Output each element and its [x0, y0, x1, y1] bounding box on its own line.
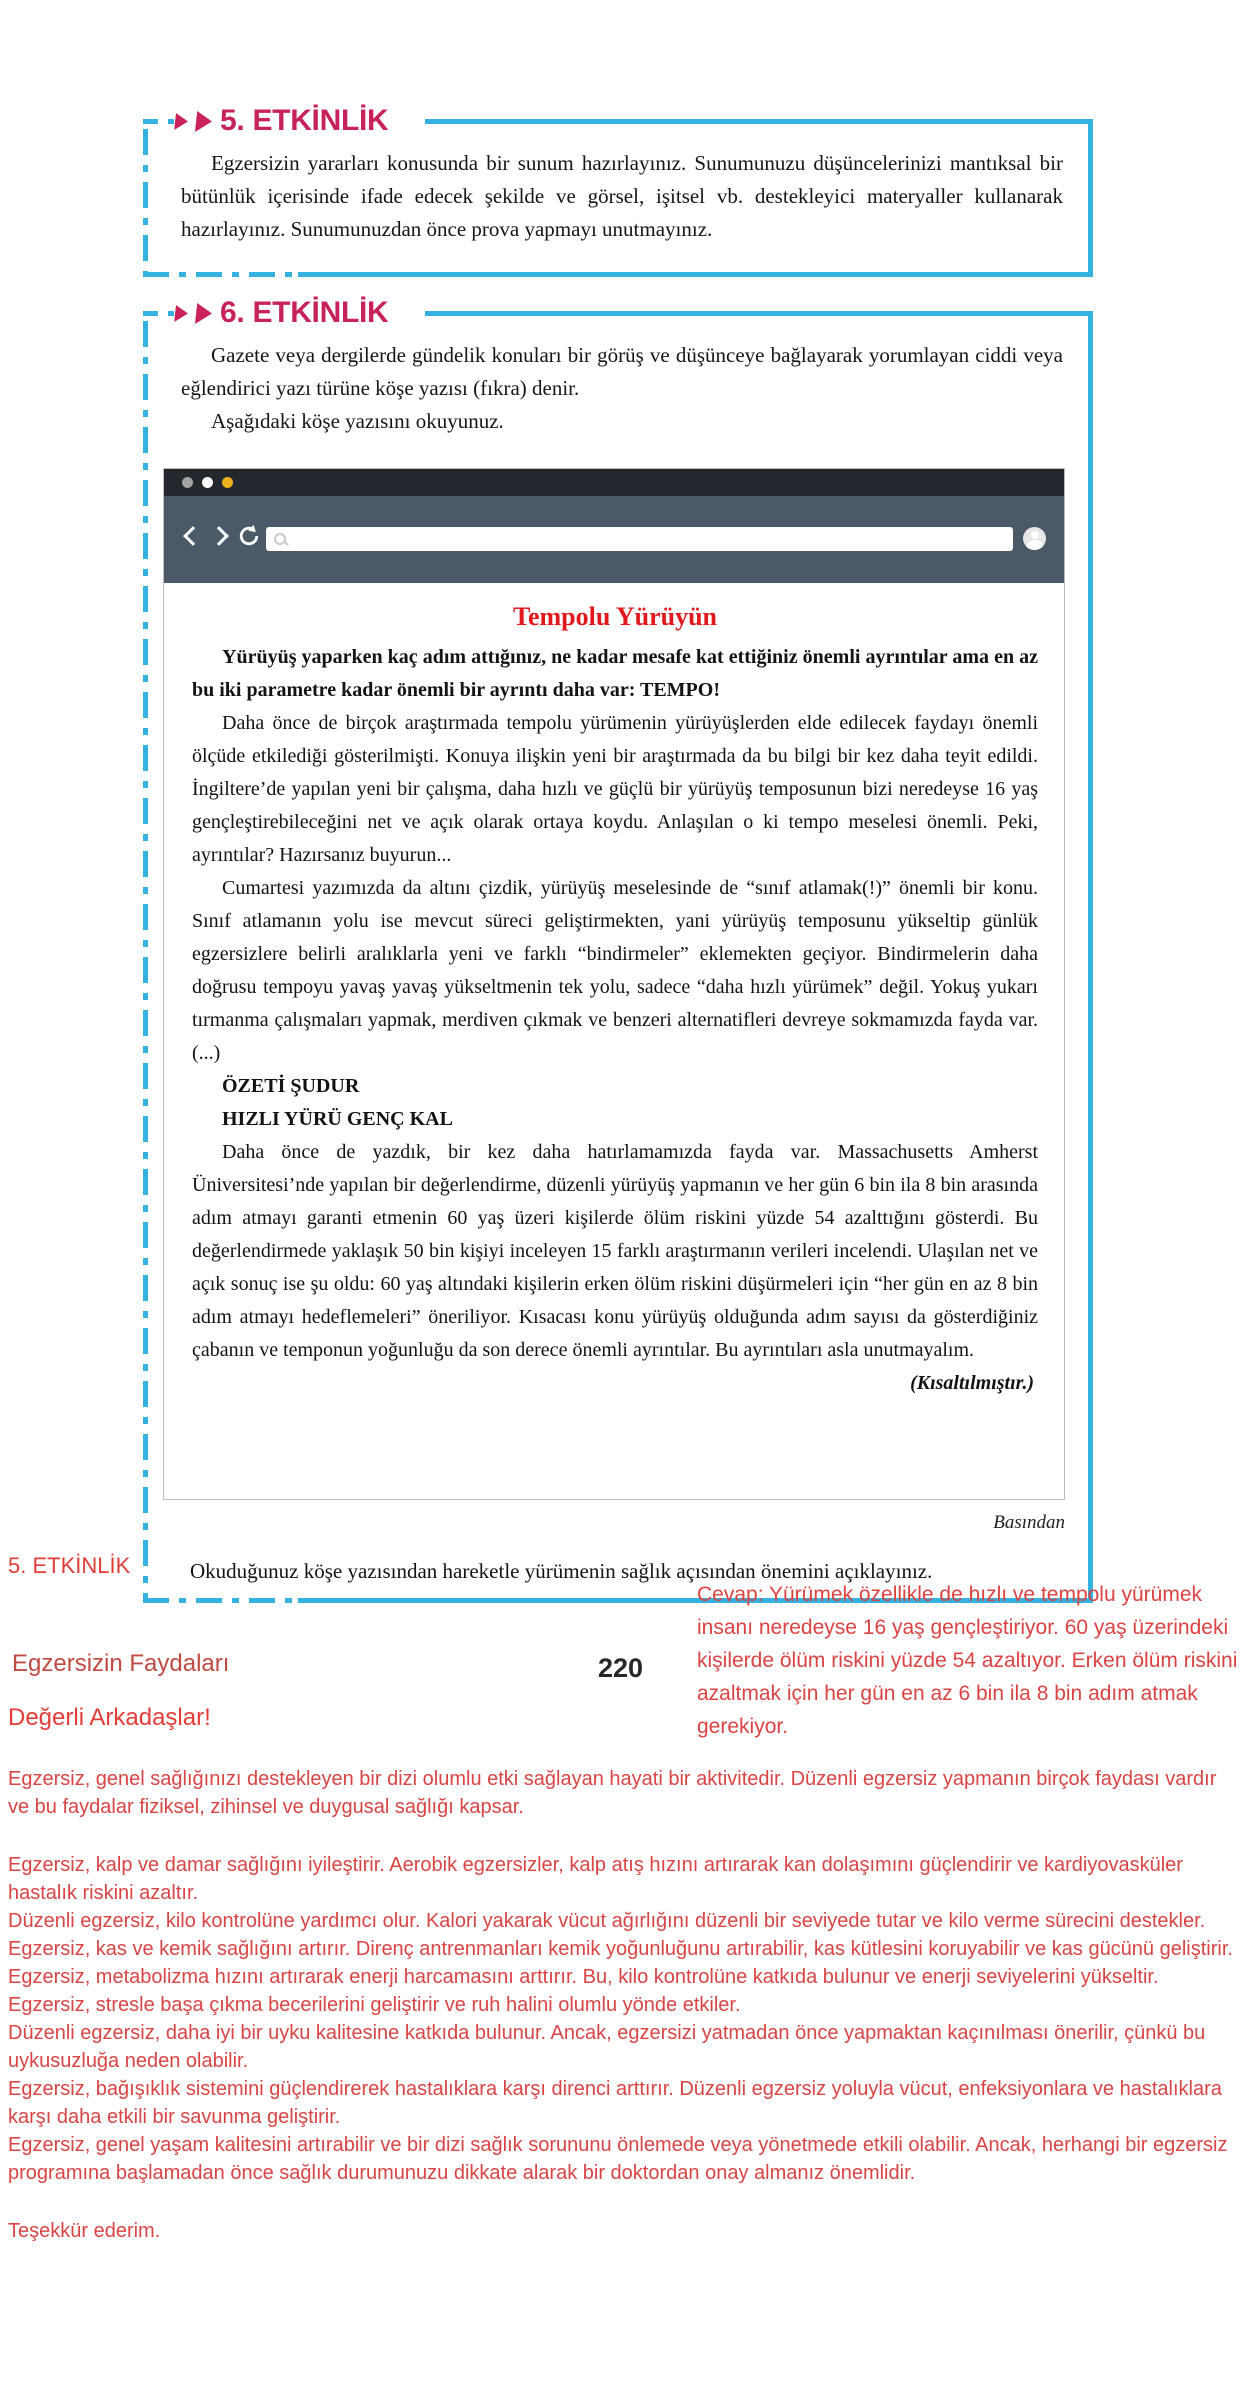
note-paragraph: Düzenli egzersiz, kilo kontrolüne yardımcı olur. Kalori yakarak vücut ağırlığını düzenli bir seviyede tutar ve kilo verme sürecini destekler. — [8, 1910, 1206, 1932]
note-paragraph: Egzersiz, stresle başa çıkma becerilerini geliştirir ve ruh halini olumlu yönde etkiler. — [8, 1994, 741, 2016]
border-corner-dash — [143, 119, 158, 124]
presentation-note-block — [8, 1765, 1238, 2245]
window-dot-gray-icon[interactable] — [182, 477, 193, 488]
note-paragraph: Egzersiz, bağışıklık sistemini güçlendirerek hastalıklara karşı direnci arttırır. Düzenli egzersiz yoluyla vücut, enfeksiyonlara ve hastalıklara karşı daha etkili bir savunma geliştirir. — [8, 2078, 1222, 2128]
note-closing: Teşekkür ederim. — [8, 2220, 161, 2242]
article-paragraph: Daha önce de yazdık, bir kez daha hatırlamamızda fayda var. Massachusetts Amherst Üniversitesi’nde yapılan bir değerlendirme, düzenli yürüyüş yapmanın ve her gün 6 bin ila 8 bin arasında adım atmayı garanti etmenin 60 yaş üzeri kişilerde ölüm riskini yüzde 54 azalttığını gösterdi. Bu değerlendirmede yaklaşık 50 bin kişiyi inceleyen 15 farklı araştırmanın verileri incelendi. Ulaşılan net ve açık sonuç ise şu oldu: 60 yaş altındaki kişilerin erken ölüm riskini düşürmeleri için “her gün en az 8 bin adım atmayı hedeflemeleri” öneriliyor. Kısacası konu yürüyüş olduğunda adım sayısı da gösterdiğiniz çabanın ve temponun yoğunluğu da son derece önemli ayrıntılar. Bu ayrıntıları asla unutmayalım. — [192, 1141, 1038, 1361]
activity-6-intro — [181, 339, 1063, 438]
activity-6-title-row — [175, 294, 400, 332]
box-top-border — [425, 119, 1093, 124]
window-dot-yellow-icon[interactable] — [222, 477, 233, 488]
box-bottom-border — [298, 272, 1093, 277]
search-bar[interactable] — [266, 527, 1013, 551]
border-corner-dot — [168, 311, 174, 316]
article-subhead: HIZLI YÜRÜ GENÇ KAL — [222, 1108, 453, 1130]
activity-5-title-row — [175, 102, 400, 140]
article-abridged-note: (Kısaltılmıştır.) — [910, 1372, 1034, 1394]
note-paragraph: Egzersiz, kalp ve damar sağlığını iyileştirir. Aerobik egzersizler, kalp atış hızını artırarak kan dolaşımını güçlendirir ve kardiyovasküler hastalık riskini azaltır. — [8, 1854, 1183, 1904]
intro-definition: Gazete veya dergilerde gündelik konuları bir görüş ve düşünceye bağlayarak yorumlayan ciddi veya eğlendirici yazı türüne köşe yazısı (fıkra) denir. — [181, 343, 1063, 400]
presentation-greeting: Değerli Arkadaşlar! — [8, 1704, 211, 1731]
play-arrow-icon — [174, 305, 189, 322]
margin-activity-label: 5. ETKİNLİK — [8, 1553, 131, 1578]
window-dot-white-icon[interactable] — [202, 477, 213, 488]
play-arrow-icon — [195, 303, 213, 324]
back-chevron-left-icon[interactable] — [183, 526, 203, 546]
play-arrow-icon — [195, 111, 213, 132]
magnifier-icon — [274, 533, 286, 545]
box-bottom-border-dash — [143, 1598, 298, 1603]
footer-topic-label: Egzersizin Faydaları — [12, 1650, 230, 1677]
browser-titlebar — [164, 469, 1064, 496]
activity-6-box — [143, 296, 1093, 1603]
box-top-border — [425, 311, 1093, 316]
note-paragraph: Egzersiz, kas ve kemik sağlığını artırır. Direnç antrenmanları kemik yoğunluğunu artırabilir, kas kütlesini koruyabilir ve kas gücünü geliştirir. — [8, 1938, 1233, 1960]
note-paragraph: Egzersiz, metabolizma hızını artırarak enerji harcamasını arttırır. Bu, kilo kontrolüne katkıda bulunur ve enerji seviyelerini yükseltir. — [8, 1966, 1159, 1988]
article — [164, 584, 1064, 1499]
box-right-border — [1088, 119, 1093, 277]
box-right-border — [1088, 311, 1093, 1603]
refresh-icon[interactable] — [236, 523, 262, 549]
note-paragraph: Egzersiz, genel yaşam kalitesini artırabilir ve bir dizi sağlık sorununu önlemede veya yönetmede etkili olabilir. Ancak, herhangi bir egzersiz programına başlamadan önce sağlık durumunuzu dikkate alarak bir doktordan onay almanız önemlidir. — [8, 2134, 1228, 2184]
border-corner-dash — [143, 311, 158, 316]
article-paragraph: Daha önce de birçok araştırmada tempolu yürümenin yürüyüşlerden elde edilecek faydayı önemli ölçüde etkilediği gösterilmişti. Konuya ilişkin yeni bir araştırmada da bu bilgi bir kez daha teyit edildi. İngiltere’de yapılan yeni bir çalışma, daha hızlı ve güçlü bir yürüyüş temposunun bizi neredeyse 16 yaş gençleştirebileceğini net ve açık olarak ortaya koydu. Anlaşılan o ki tempo meselesi önemli. Peki, ayrıntılar? Hazırsanız buyurun... — [192, 712, 1038, 866]
note-paragraph: Düzenli egzersiz, daha iyi bir uyku kalitesine katkıda bulunur. Ancak, egzersizi yatmadan önce yapmaktan kaçınılması önerilir, çünkü bu uykusuzluğa neden olabilir. — [8, 2022, 1206, 2072]
note-paragraph: Egzersiz, genel sağlığınızı destekleyen bir dizi olumlu etki sağlayan hayati bir aktivitedir. Düzenli egzersiz yapmanın birçok faydası vardır ve bu faydalar fiziksel, zihinsel ve duygusal sağlığı kapsar. — [8, 1768, 1217, 1818]
article-lead: Yürüyüş yaparken kaç adım attığınız, ne kadar mesafe kat ettiğiniz önemli ayrıntılar ama en az bu iki parametre kadar önemli bir ayrıntı daha var: TEMPO! — [192, 646, 1038, 701]
box-bottom-border-dash — [143, 272, 298, 277]
activity-5-box — [143, 104, 1093, 277]
forward-chevron-right-icon[interactable] — [209, 526, 229, 546]
answer-annotation: Cevap: Yürümek özellikle de hızlı ve tempolu yürümek insanı neredeyse 16 yaş gençleştiriyor. 60 yaş üzerindeki kişilerde ölüm riskini yüzde 54 azaltıyor. Erken ölüm riskini azaltmak için her gün en az 6 bin ila 8 bin adım atmak gerekiyor. — [697, 1583, 1238, 1738]
browser-toolbar — [164, 496, 1064, 583]
border-corner-dot — [168, 119, 174, 124]
play-arrow-icon — [174, 113, 189, 130]
page-number: 220 — [598, 1653, 644, 1683]
article-source: Basından — [993, 1512, 1065, 1533]
article-subhead: ÖZETİ ŞUDUR — [222, 1075, 360, 1097]
article-title: Tempolu Yürüyün — [513, 602, 717, 631]
activity-5-body: Egzersizin yararları konusunda bir sunum hazırlayınız. Sunumunuzu düşüncelerinizi mantıksal bir bütünlük içerisinde ifade edecek şekilde ve görsel, işitsel vb. destekleyici materyaller kullanarak hazırlayınız. Sunumunuzdan önce prova yapmayı unutmayınız. — [181, 151, 1063, 241]
activity-6-heading: 6. ETKİNLİK — [220, 296, 389, 329]
activity-6-instruction: Okuduğunuz köşe yazısından hareketle yürümenin sağlık açısından önemini açıklayınız. — [190, 1559, 933, 1583]
url-input[interactable] — [286, 529, 1013, 549]
browser-window — [163, 468, 1065, 1500]
activity-5-heading: 5. ETKİNLİK — [220, 104, 389, 137]
avatar-icon[interactable] — [1023, 527, 1046, 550]
intro-directive: Aşağıdaki köşe yazısını okuyunuz. — [211, 409, 504, 433]
article-paragraph: Cumartesi yazımızda da altını çizdik, yürüyüş meselesinde de “sınıf atlamak(!)” önemli bir konu. Sınıf atlamanın yolu ise mevcut süreci geliştirmekten, yani yürüyüş temposunu yükseltip günlük egzersizlere belirli aralıklarla yeni ve farklı “bindirmeler” eklemekten geçiyor. Bindirmelerin daha doğrusu tempoyu yavaş yavaş yükseltmenin tek yolu, sadece “daha hızlı yürümek” değil. Yokuş yukarı tırmanma çalışmaları yapmak, merdiven çıkmak ve benzeri alternatifleri devreye sokmamızda fayda var. (...) — [192, 877, 1038, 1064]
box-left-border — [143, 321, 148, 1598]
box-left-border — [143, 129, 148, 272]
